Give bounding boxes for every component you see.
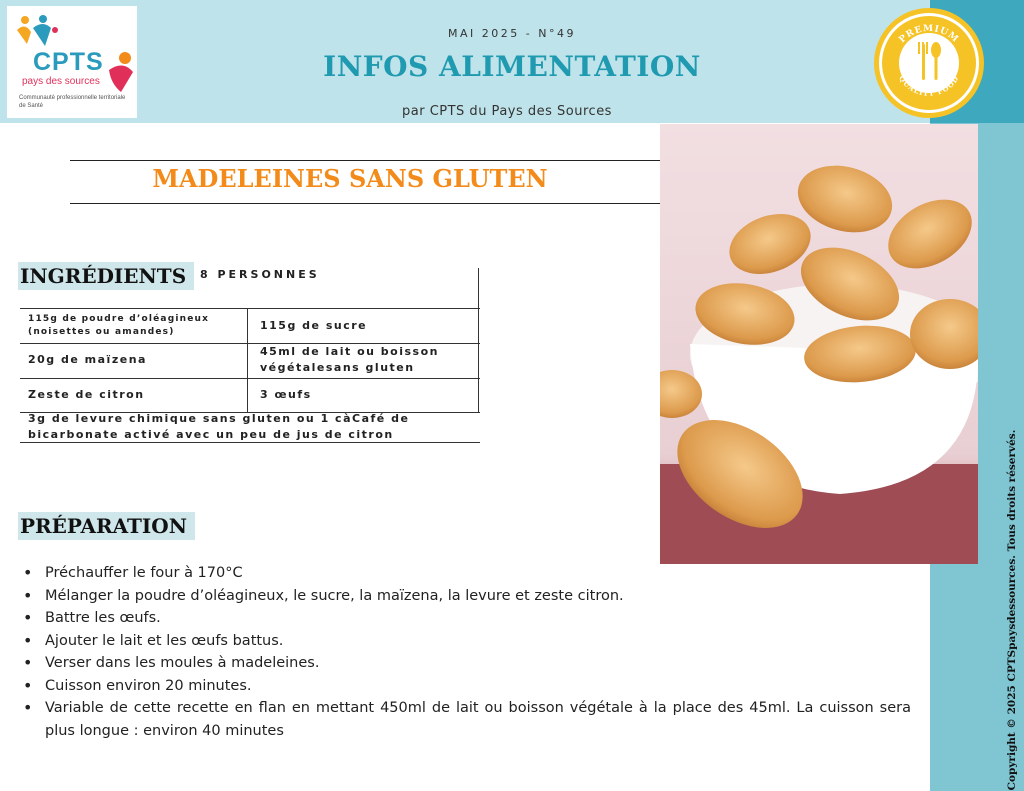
seal-top-text: PREMIUM: [897, 23, 961, 46]
logo-tagline: Communauté professionnelle territoriale de Santé: [19, 95, 126, 109]
table-border: [478, 308, 479, 412]
svg-text:★: ★: [902, 61, 911, 71]
madeleines-photo: [660, 124, 978, 564]
preparation-heading: PRÉPARATION: [18, 512, 195, 540]
table-divider: [247, 308, 248, 412]
table-cell: 115g de poudre d’oléagineux (noisettes ou amandes): [28, 314, 210, 337]
list-item: • Préchauffer le four à 170°C: [45, 562, 911, 585]
table-cell: 3 œufs: [260, 388, 312, 401]
table-rule: [20, 378, 480, 379]
byline: par CPTS du Pays des Sources: [402, 104, 612, 119]
seal-bottom-text: QUALITY FOOD: [897, 73, 961, 98]
table-cell: 45ml de lait ou boisson végétalesans gluten: [260, 345, 439, 374]
list-item: • Cuisson environ 20 minutes.: [45, 675, 911, 698]
servings-label: 8 PERSONNES: [200, 268, 320, 281]
table-footer-cell: 3g de levure chimique sans gluten ou 1 càCafé de bicarbonate activé avec un peu de jus de citron: [28, 412, 410, 441]
preparation-steps: [45, 562, 911, 742]
list-item: • Battre les œufs.: [45, 607, 911, 630]
issue-label: MAI 2025 - N°49: [448, 27, 576, 40]
table-cell: 115g de sucre: [260, 319, 368, 332]
ingredients-table: [20, 268, 480, 444]
premium-seal: [872, 6, 986, 120]
ingredients-heading: INGRÉDIENTS: [18, 262, 194, 290]
table-rule: [20, 308, 480, 309]
title-rule-bottom: [70, 203, 660, 204]
list-item: • Variable de cette recette en flan en mettant 450ml de lait ou boisson végétale à la place des 45ml. La cuisson sera plus longue : environ 40 minutes: [45, 697, 911, 742]
list-item: • Ajouter le lait et les œufs battus.: [45, 630, 911, 653]
title-rule-top: [70, 160, 660, 161]
table-cell: 20g de maïzena: [28, 353, 147, 366]
table-rule: [20, 442, 480, 443]
logo-name: CPTS: [33, 48, 104, 76]
recipe-title: MADELEINES SANS GLUTEN: [152, 164, 548, 193]
list-item: • Mélanger la poudre d’oléagineux, le sucre, la maïzena, la levure et zeste citron.: [45, 585, 911, 608]
logo-subtitle: pays des sources: [22, 76, 100, 87]
svg-text:★: ★: [948, 61, 957, 71]
copyright-text: Copyright © 2025 CPTSpaysdessources. Tous droits réservés.: [1006, 429, 1018, 791]
list-item: • Verser dans les moules à madeleines.: [45, 652, 911, 675]
page-title: INFOS ALIMENTATION: [323, 50, 701, 83]
table-cell: Zeste de citron: [28, 388, 145, 401]
table-border: [478, 268, 479, 308]
